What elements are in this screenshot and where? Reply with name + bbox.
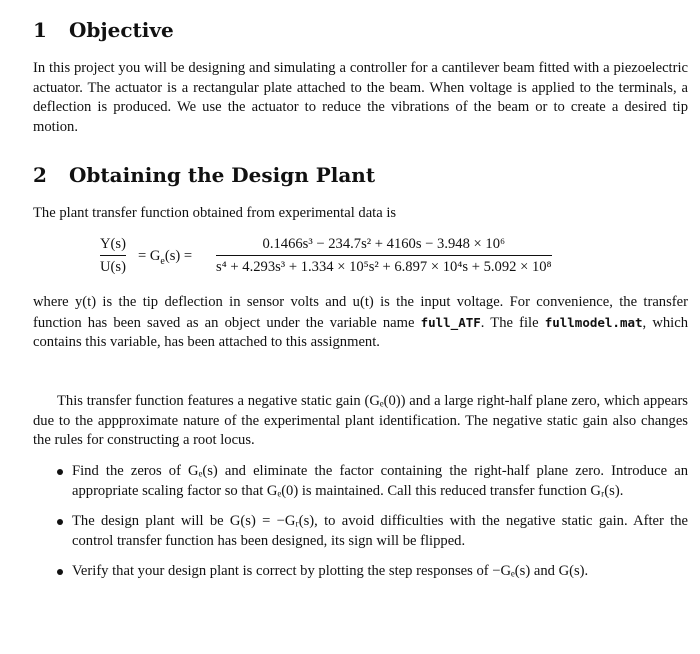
- equation-middle: [138, 248, 192, 267]
- rhs-denominator: s⁴ + 4.293s³ + 1.334 × 10⁵s² + 6.897 × 10⁴s + 5.092 × 10⁸: [216, 259, 552, 275]
- section-1-number: 1: [33, 18, 47, 42]
- code-variable-name: full_ATF: [420, 314, 481, 330]
- rhs-fraction-bar: [216, 255, 552, 256]
- section-2-number: 2: [33, 163, 47, 187]
- lhs-numerator: Y(s): [100, 236, 126, 252]
- para2-part2: . The file: [480, 314, 545, 331]
- code-file-name: fullmodel.mat: [544, 314, 643, 330]
- task-item-3: [56, 562, 688, 582]
- bullet-dot-icon: [57, 569, 63, 575]
- task-item-1: [56, 462, 688, 501]
- task-text-1: Find the zeros of Gₑ(s) and eliminate the factor containing the right-half plane zero. Introduce an appropriate scaling factor so that Gₑ(0) is maintained. Call this reduced transfer function Gᵣ(s).: [72, 463, 688, 499]
- task-text-3: Verify that your design plant is correct by plotting the step responses of −Gₑ(s) and G(s).: [72, 563, 589, 580]
- rhs-fraction: [216, 235, 552, 276]
- section-2-title: Obtaining the Design Plant: [69, 163, 376, 187]
- lhs-denominator: U(s): [100, 259, 126, 275]
- bullet-dot-icon: [57, 519, 63, 525]
- task-text-2: The design plant will be G(s) = −Gᵣ(s), to avoid difficulties with the negative static gain. After the control transfer function has been designed, its sign will be flipped.: [72, 513, 688, 549]
- lhs-fraction: [100, 235, 126, 276]
- static-gain-paragraph: This transfer function features a negative static gain (Gₑ(0)) and a large right-half plane zero, which appears due to the appproximate nature of the experimental plant identification. The negative static gain also changes the rules for constructing a root locus.: [33, 393, 688, 449]
- bullet-dot-icon: [57, 469, 63, 475]
- objective-paragraph: In this project you will be designing and simulating a controller for a cantilever beam fitted with a piezoelectric actuator. The actuator is a rectangular plate attached to the beam. When voltage is applied to the terminals, a deflection is produced. We use the actuator to reduce the vibrations of the beam or to create a desired tip motion.: [33, 60, 688, 135]
- section-1-title: Objective: [69, 18, 174, 42]
- equation-mid-arg: (s) =: [164, 248, 193, 264]
- rhs-numerator: 0.1466s³ − 234.7s² + 4160s − 3.948 × 10⁶: [262, 236, 506, 252]
- equation-mid-g: = G: [138, 248, 161, 264]
- task-item-2: [56, 512, 688, 551]
- equation-mid-sub: e: [160, 255, 165, 267]
- section-2-heading: [33, 163, 375, 187]
- variable-description: [33, 293, 688, 353]
- lhs-fraction-bar: [100, 255, 126, 256]
- task-list: [56, 462, 688, 582]
- plant-intro: The plant transfer function obtained from experimental data is: [33, 205, 397, 221]
- section-1-heading: [33, 18, 174, 42]
- para2-part1: where y(t) is the tip deflection in sensor volts and u(t) is the input voltage. For convenience, the transfer function has been saved as an object under the variable name: [33, 294, 688, 331]
- para2-part3: , which contains this variable, has been attached to this assignment.: [33, 314, 688, 351]
